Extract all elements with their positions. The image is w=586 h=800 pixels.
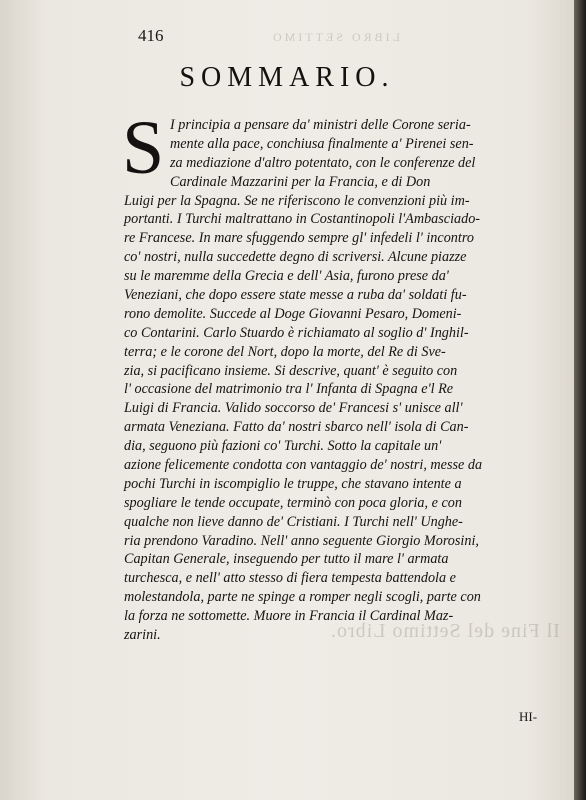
- page-title: SOMMARIO.: [179, 62, 395, 93]
- summary-text: [124, 116, 560, 645]
- summary-line: mente alla pace, conchiusa finalmente a' Pirenei sen-: [170, 135, 474, 152]
- summary-line: pochi Turchi in iscompiglio le truppe, che stavano intente a: [124, 475, 462, 492]
- summary-line: zia, si pacificano insieme. Si descrive, quant' è seguito con: [124, 362, 458, 379]
- summary-line: Luigi di Francia. Valido soccorso de' Francesi s' unisce all': [124, 400, 463, 417]
- drop-cap: S: [122, 106, 165, 190]
- catchword: HI-: [519, 709, 538, 724]
- summary-line: qualche non lieve danno de' Cristiani. I Turchi nell' Unghe-: [124, 513, 463, 530]
- summary-line: Cardinale Mazzarini per la Francia, e di Don: [170, 173, 431, 190]
- summary-line: dia, seguono più fazioni co' Turchi. Sotto la capitale un': [124, 438, 442, 455]
- summary-line: Luigi per la Spagna. Se ne riferiscono le convenzioni più im-: [124, 192, 470, 209]
- summary-line: su le maremme della Grecia e dell' Asia, furono prese da': [124, 268, 449, 285]
- page-number: 416: [138, 26, 164, 45]
- summary-line: spogliare le tende occupate, terminò con poca gloria, e con: [124, 494, 462, 511]
- summary-line: l' occasione del matrimonio tra l' Infanta di Spagna e'l Re: [124, 381, 454, 398]
- summary-line: Veneziani, che dopo essere state messe a ruba da' soldati fu-: [124, 287, 467, 304]
- summary-line: zarini.: [124, 627, 161, 644]
- summary-line: co Contarini. Carlo Stuardo è richiamato al soglio d' Inghil-: [124, 324, 469, 341]
- summary-line: armata Veneziana. Fatto da' nostri sbarco nell' isola di Can-: [124, 419, 469, 436]
- summary-line: za mediazione d'altro potentato, con le conferenze del: [170, 154, 476, 171]
- summary-line: re Francese. In mare sfuggendo sempre gl' infedeli l' incontro: [124, 230, 474, 247]
- summary-line: molestandola, parte ne spinge a romper negli scogli, parte con: [124, 589, 481, 606]
- bleed-through-header: LIBRO SETTIMO: [270, 30, 400, 44]
- summary-line: Capitan Generale, inseguendo per tutto il mare l' armata: [124, 551, 449, 568]
- summary-line: rono demolite. Succede al Doge Giovanni Pesaro, Domeni-: [124, 305, 462, 322]
- summary-line: la forza ne sottomette. Muore in Francia il Cardinal Maz-: [124, 608, 454, 625]
- summary-line: ria prendono Varadino. Nell' anno seguente Giorgio Morosini,: [124, 532, 479, 549]
- bleed-through-heading: Il Fine del Settimo Libro.: [330, 620, 560, 642]
- summary-line: I principia a pensare da' ministri delle Corone seria-: [170, 117, 471, 133]
- summary-line: azione felicemente condotta con vantaggio de' nostri, messe da: [124, 457, 483, 474]
- page-edge-shadow: [574, 0, 586, 800]
- summary-line: portanti. I Turchi maltrattano in Costantinopoli l'Ambasciado-: [124, 211, 481, 228]
- summary-line: terra; e le corone del Nort, dopo la morte, del Re di Sve-: [124, 343, 446, 360]
- summary-line: co' nostri, nulla succedette degno di scriversi. Alcune piazze: [124, 249, 467, 266]
- summary-line: turchesca, e nell' atto stesso di fiera tempesta battendola e: [124, 570, 456, 587]
